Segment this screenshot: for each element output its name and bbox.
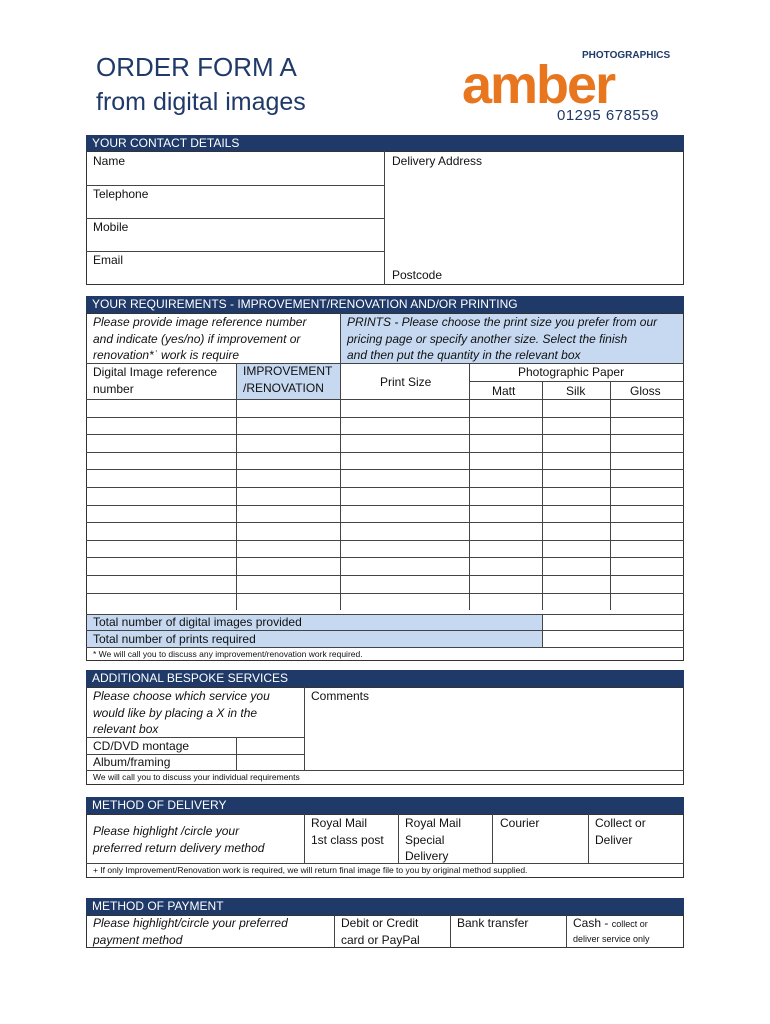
amber-logo: PHOTOGRAPHICS amber xyxy=(462,50,671,115)
col-paper-header: Photographic Paper xyxy=(518,365,625,379)
comments-label[interactable]: Comments xyxy=(311,689,370,703)
order-entry-cell[interactable] xyxy=(87,470,235,486)
order-entry-cell[interactable] xyxy=(341,506,468,522)
order-entry-cell[interactable] xyxy=(543,594,609,610)
requirements-footnote: * We will call you to discuss any improvement/renovation work required. xyxy=(93,649,363,659)
order-entry-cell[interactable] xyxy=(543,541,609,557)
order-entry-cell[interactable] xyxy=(543,400,609,416)
order-entry-cell[interactable] xyxy=(470,418,541,434)
order-entry-cell[interactable] xyxy=(87,594,235,610)
order-entry-cell[interactable] xyxy=(341,453,468,469)
payment-bank-transfer[interactable]: Bank transfer xyxy=(457,916,529,930)
order-entry-cell[interactable] xyxy=(87,506,235,522)
order-entry-cell[interactable] xyxy=(543,488,609,504)
order-entry-cell[interactable] xyxy=(237,576,339,592)
order-entry-cell[interactable] xyxy=(543,506,609,522)
mobile-label[interactable]: Mobile xyxy=(93,220,129,234)
order-entry-cell[interactable] xyxy=(87,418,235,434)
form-title: ORDER FORM A xyxy=(96,52,297,82)
order-entry-cell[interactable] xyxy=(237,453,339,469)
requirements-heading: YOUR REQUIREMENTS - IMPROVEMENT/RENOVATION AND/OR PRINTING xyxy=(86,296,684,313)
col-print-size-header: Print Size xyxy=(380,375,432,389)
order-entry-cell[interactable] xyxy=(237,594,339,610)
order-entry-cell[interactable] xyxy=(87,558,235,574)
order-entry-cell[interactable] xyxy=(543,453,609,469)
total-prints-label: Total number of prints required xyxy=(93,632,256,646)
order-entry-cell[interactable] xyxy=(611,470,683,486)
payment-instructions: Please highlight/circle your preferred payment method xyxy=(93,916,288,947)
order-entry-cell[interactable] xyxy=(237,400,339,416)
order-entry-cell[interactable] xyxy=(237,435,339,451)
order-entry-cell[interactable] xyxy=(237,523,339,539)
cd-dvd-option[interactable]: CD/DVD montage xyxy=(93,739,190,753)
order-entry-cell[interactable] xyxy=(87,488,235,504)
order-entry-cell[interactable] xyxy=(237,470,339,486)
order-entry-cell[interactable] xyxy=(470,558,541,574)
bespoke-heading: ADDITIONAL BESPOKE SERVICES xyxy=(86,670,684,687)
order-entry-cell[interactable] xyxy=(341,488,468,504)
delivery-instructions: Please highlight /circle your preferred return delivery method xyxy=(93,824,265,855)
name-label[interactable]: Name xyxy=(93,154,126,168)
order-entry-cell[interactable] xyxy=(341,470,468,486)
order-entry-cell[interactable] xyxy=(87,453,235,469)
telephone-label[interactable]: Telephone xyxy=(93,187,149,201)
order-entry-cell[interactable] xyxy=(341,558,468,574)
order-entry-cell[interactable] xyxy=(341,418,468,434)
col-ref-header: Digital Image reference number xyxy=(93,365,218,396)
order-entry-cell[interactable] xyxy=(543,558,609,574)
order-entry-cell[interactable] xyxy=(341,576,468,592)
order-entry-cell[interactable] xyxy=(543,435,609,451)
finish-gloss: Gloss xyxy=(630,384,661,398)
requirements-left-instructions: Please provide image reference number and indicate (yes/no) if improvement or renovation*˙ work is require xyxy=(93,315,307,362)
order-entry-cell[interactable] xyxy=(87,523,235,539)
order-entry-cell[interactable] xyxy=(470,400,541,416)
payment-cash[interactable]: Cash - collect or deliver service only xyxy=(573,916,650,944)
album-option[interactable]: Album/framing xyxy=(93,755,171,769)
delivery-collect[interactable]: Collect or Deliver xyxy=(595,816,646,847)
order-entry-cell[interactable] xyxy=(611,506,683,522)
order-entry-cell[interactable] xyxy=(237,418,339,434)
bespoke-footnote: We will call you to discuss your individual requirements xyxy=(93,772,300,782)
order-entry-cell[interactable] xyxy=(341,400,468,416)
delivery-address-label[interactable]: Delivery Address xyxy=(392,154,483,168)
delivery-footnote: + If only Improvement/Renovation work is required, we will return final image file to you by original method supplied. xyxy=(93,865,528,875)
order-entry-cell[interactable] xyxy=(543,470,609,486)
phone-number: 01295 678559 xyxy=(557,107,659,124)
order-entry-cell[interactable] xyxy=(611,435,683,451)
total-images-label: Total number of digital images provided xyxy=(93,615,302,629)
order-entry-cell[interactable] xyxy=(470,488,541,504)
order-entry-cell[interactable] xyxy=(611,488,683,504)
order-entry-cell[interactable] xyxy=(237,488,339,504)
order-entry-cell[interactable] xyxy=(341,594,468,610)
delivery-courier[interactable]: Courier xyxy=(500,816,540,830)
delivery-heading: METHOD OF DELIVERY xyxy=(86,797,684,814)
order-entry-cell[interactable] xyxy=(87,541,235,557)
order-entry-cell[interactable] xyxy=(543,576,609,592)
order-entry-cell[interactable] xyxy=(611,523,683,539)
order-entry-cell[interactable] xyxy=(543,418,609,434)
order-entry-cell[interactable] xyxy=(470,435,541,451)
order-entry-cell[interactable] xyxy=(470,506,541,522)
order-entry-cell[interactable] xyxy=(611,453,683,469)
order-entry-cell[interactable] xyxy=(341,523,468,539)
payment-heading: METHOD OF PAYMENT xyxy=(86,898,684,915)
order-entry-cell[interactable] xyxy=(87,435,235,451)
logo-wordmark: amber xyxy=(462,55,615,115)
order-entry-cell[interactable] xyxy=(611,594,683,610)
form-subtitle: from digital images xyxy=(96,88,306,116)
order-entry-cell[interactable] xyxy=(543,523,609,539)
order-entry-cell[interactable] xyxy=(341,435,468,451)
order-entry-cell[interactable] xyxy=(237,541,339,557)
order-entry-cell[interactable] xyxy=(470,453,541,469)
order-entry-cell[interactable] xyxy=(470,594,541,610)
payment-card[interactable]: Debit or Credit card or PayPal xyxy=(341,916,420,947)
delivery-royal-mail-1st[interactable]: Royal Mail 1st class post xyxy=(311,816,384,847)
order-entry-cell[interactable] xyxy=(470,523,541,539)
delivery-royal-mail-special[interactable]: Royal Mail Special Delivery xyxy=(405,816,462,863)
order-entry-cell[interactable] xyxy=(341,541,468,557)
order-entry-cell[interactable] xyxy=(470,576,541,592)
order-entry-cell[interactable] xyxy=(237,506,339,522)
order-entry-cell[interactable] xyxy=(470,541,541,557)
requirements-right-instructions: PRINTS - Please choose the print size you prefer from our pricing page or specify another size. Select the finish and then put the quantity in the relevant box xyxy=(347,315,658,362)
order-entry-cell[interactable] xyxy=(237,558,339,574)
order-entry-cell[interactable] xyxy=(611,558,683,574)
order-entry-cell[interactable] xyxy=(611,541,683,557)
postcode-label[interactable]: Postcode xyxy=(392,268,443,282)
contact-heading: YOUR CONTACT DETAILS xyxy=(86,135,684,152)
order-entry-cell[interactable] xyxy=(470,470,541,486)
order-entry-cell[interactable] xyxy=(87,576,235,592)
finish-silk: Silk xyxy=(566,384,586,398)
order-entry-cell[interactable] xyxy=(87,400,235,416)
order-entry-cell[interactable] xyxy=(611,576,683,592)
email-label[interactable]: Email xyxy=(93,253,124,267)
finish-matt: Matt xyxy=(492,384,516,398)
order-entry-cell[interactable] xyxy=(611,418,683,434)
bespoke-instructions: Please choose which service you would like by placing a X in the relevant box xyxy=(93,689,270,736)
col-improvement-header: IMPROVEMENT /RENOVATION xyxy=(243,364,333,395)
order-entry-cell[interactable] xyxy=(611,400,683,416)
